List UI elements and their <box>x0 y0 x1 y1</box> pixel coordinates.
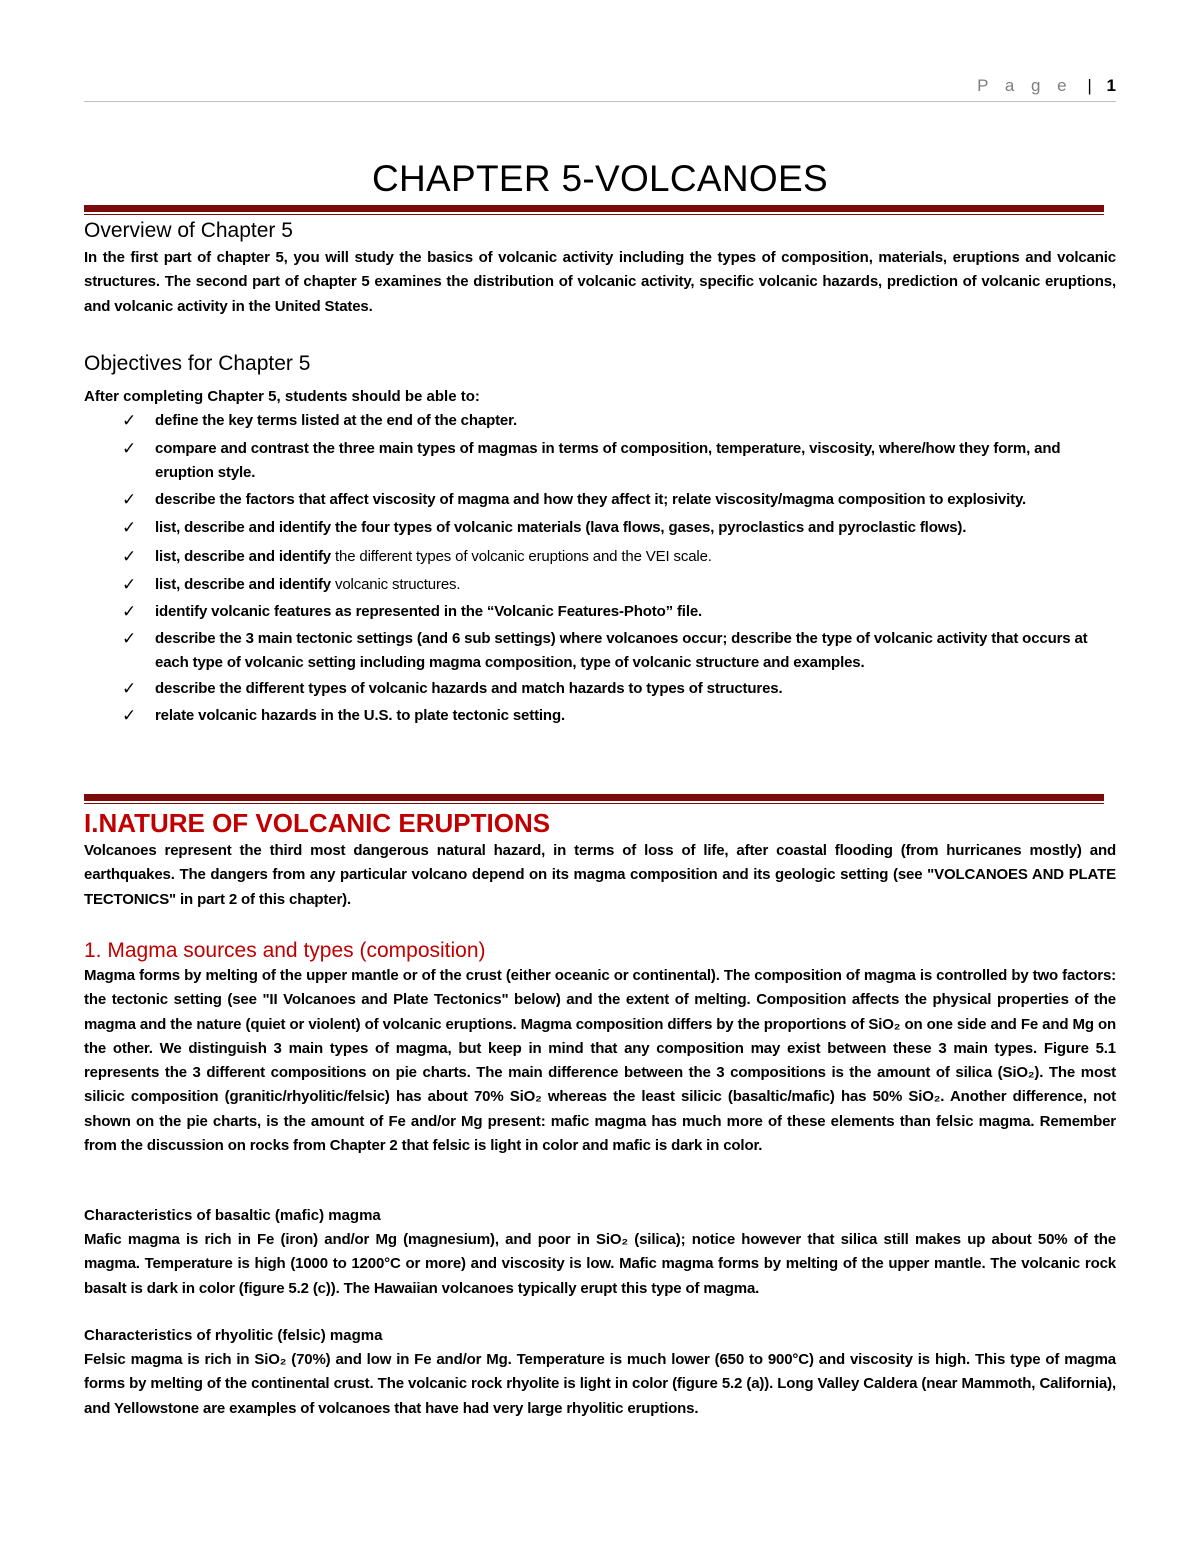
section-divider <box>84 794 1104 801</box>
list-item: ✓ describe the factors that affect viscosity of magma and how they affect it; relate viscosity/magma composition to explosivity. <box>84 488 1116 512</box>
rhyolitic-section <box>84 1324 1116 1421</box>
overview-heading: Overview of Chapter 5 <box>84 219 293 242</box>
overview-text: In the first part of chapter 5, you will study the basics of volcanic activity including the types of composition, materials, eruptions and volcanic structures. The second part of chapter 5 examines the distribution of volcanic activity, specific volcanic hazards, prediction of volcanic eruptions, and volcanic activity in the United States. <box>84 249 1116 315</box>
overview-section <box>84 218 1116 319</box>
subsection-text: Magma forms by melting of the upper mantle or of the crust (either oceanic or continental). The composition of magma is controlled by two factors: the tectonic setting (see "II Volcanoes and Plate Tectonics" below) and the extent of melting. Composition affects the physical properties of the magma and the nature (quiet or violent) of volcanic eruptions. Magma composition differs by the proportions of SiO₂ on one side and Fe and Mg on the other. We distinguish 3 main types of magma, but keep in mind that any composition may exist between these 3 main types. Figure 5.1 represents the 3 different compositions on pie charts. The main difference between the 3 compositions is the amount of silica (SiO₂). The most silicic composition (granitic/rhyolitic/felsic) has about 70% SiO₂ whereas the least silicic (basaltic/mafic) has 50% SiO₂. Another difference, not shown on the pie charts, is the amount of Fe and/or Mg present: mafic magma has much more of these elements than felsic magma. Remember from the discussion on rocks from Chapter 2 that felsic is light in color and mafic is dark in color. <box>84 967 1116 1155</box>
title-divider-thin <box>84 214 1104 215</box>
checkmark-icon: ✓ <box>122 518 137 539</box>
checkmark-icon: ✓ <box>122 546 137 567</box>
subsection-heading: 1. Magma sources and types (composition) <box>84 939 486 962</box>
checkmark-icon: ✓ <box>122 575 137 596</box>
section-heading: I.NATURE OF VOLCANIC ERUPTIONS <box>84 808 551 838</box>
checkmark-icon: ✓ <box>122 602 137 623</box>
objectives-intro: After completing Chapter 5, students should be able to: <box>84 388 480 405</box>
list-item: ✓ define the key terms listed at the end of the chapter. <box>84 409 1116 433</box>
list-item: ✓ describe the 3 main tectonic settings (and 6 sub settings) where volcanoes occur; describe the type of volcanic activity that occurs at each type of volcanic setting including magma composition, type of volcanic structure and examples. <box>122 628 1088 671</box>
basaltic-section <box>84 1204 1116 1301</box>
objectives-heading: Objectives for Chapter 5 <box>84 352 311 375</box>
subsection-magma-sources <box>84 938 1116 1158</box>
page-title: CHAPTER 5-VOLCANOES <box>372 157 828 199</box>
page-header <box>977 76 1116 96</box>
section-text: Volcanoes represent the third most dangerous natural hazard, in terms of loss of life, after coastal flooding (from hurricanes mostly) and earthquakes. The dangers from any particular volcano depend on its magma composition and its geologic setting (see "VOLCANOES AND PLATE TECTONICS" in part 2 of this chapter). <box>84 842 1116 908</box>
page-label: P a g e <box>977 76 1073 95</box>
checkmark-icon: ✓ <box>122 628 137 649</box>
basaltic-heading: Characteristics of basaltic (mafic) magma <box>84 1207 381 1224</box>
list-item: ✓ describe the different types of volcanic hazards and match hazards to types of structures. <box>84 677 1116 701</box>
list-item: ✓ relate volcanic hazards in the U.S. to plate tectonic setting. <box>84 704 1116 728</box>
header-divider <box>84 101 1116 102</box>
list-item: ✓ list, describe and identify the four types of volcanic materials (lava flows, gases, pyroclastics and pyroclastic flows). <box>84 516 1116 540</box>
checkmark-icon: ✓ <box>122 705 137 726</box>
checkmark-icon: ✓ <box>122 679 137 700</box>
objectives-section <box>84 351 1116 728</box>
list-item: ✓ compare and contrast the three main types of magmas in terms of composition, temperature, viscosity, where/how they form, and eruption style. <box>122 438 1061 481</box>
checkmark-icon: ✓ <box>122 411 137 432</box>
page-number: 1 <box>1106 76 1116 95</box>
list-item: ✓ list, describe and identify volcanic structures. <box>84 573 1116 597</box>
section-divider-thin <box>84 803 1104 804</box>
checkmark-icon: ✓ <box>122 438 137 459</box>
section-nature-of-eruptions <box>84 808 1116 912</box>
rhyolitic-text: Felsic magma is rich in SiO₂ (70%) and low in Fe and/or Mg. Temperature is much lower (650 to 900°C) and viscosity is high. This type of magma forms by melting of the continental crust. The volcanic rock rhyolite is light in color (figure 5.2 (a)). Long Valley Caldera (near Mammoth, California), and Yellowstone are examples of volcanoes that have had very large rhyolitic eruptions. <box>84 1351 1116 1417</box>
page-separator: | <box>1087 76 1092 95</box>
list-item: ✓ list, describe and identify the different types of volcanic eruptions and the VEI scale. <box>84 545 1116 569</box>
list-item: ✓ identify volcanic features as represented in the “Volcanic Features-Photo” file. <box>84 600 1116 624</box>
objectives-list <box>84 409 1116 728</box>
title-divider <box>84 205 1104 212</box>
rhyolitic-heading: Characteristics of rhyolitic (felsic) magma <box>84 1327 383 1344</box>
checkmark-icon: ✓ <box>122 490 137 511</box>
basaltic-text: Mafic magma is rich in Fe (iron) and/or Mg (magnesium), and poor in SiO₂ (silica); notice however that silica still makes up about 50% of the magma. Temperature is high (1000 to 1200°C or more) and viscosity is low. Mafic magma forms by melting of the upper mantle. The volcanic rock basalt is dark in color (figure 5.2 (c)). The Hawaiian volcanoes typically erupt this type of magma. <box>84 1231 1116 1297</box>
